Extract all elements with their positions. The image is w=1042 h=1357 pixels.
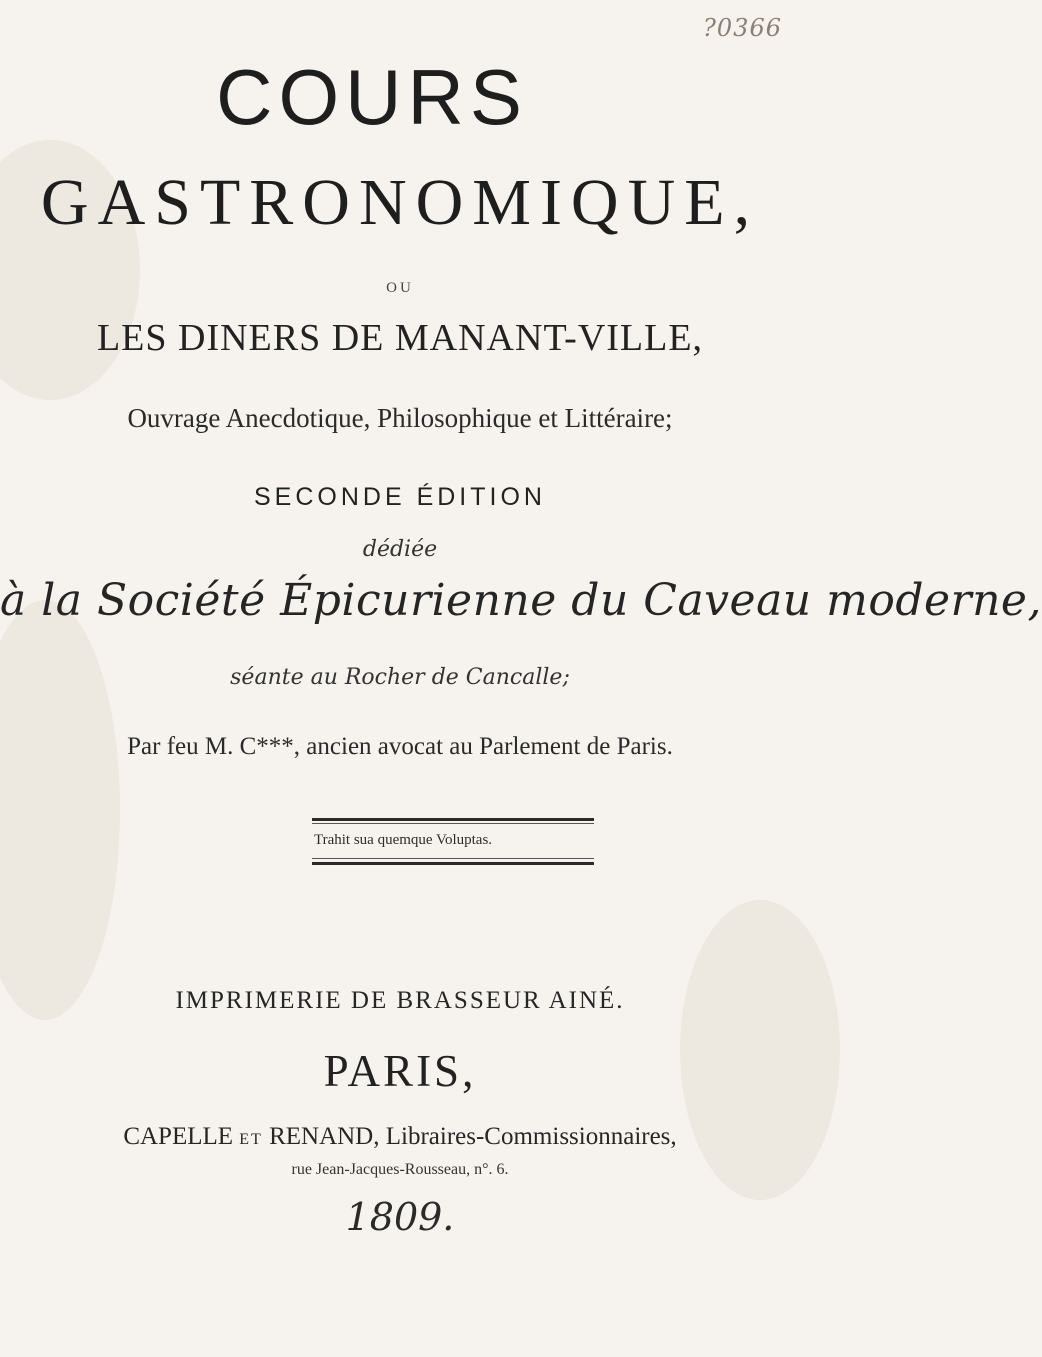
- rule-top-thin: [312, 823, 594, 824]
- dedication-main: à la Société Épicurienne du Caveau moderne,: [0, 575, 1042, 626]
- edition: SECONDE ÉDITION: [254, 483, 546, 511]
- motto: Trahit sua quemque Voluptas.: [313, 832, 493, 848]
- title-second: GASTRONOMIQUE,: [40, 166, 760, 239]
- paper-stain: [0, 600, 120, 1020]
- publisher-name-2: RENAND, Libraires-Commissionnaires,: [269, 1123, 677, 1150]
- description: Ouvrage Anecdotique, Philosophique et Littéraire;: [127, 403, 673, 433]
- subtitle: LES DINERS DE MANANT-VILLE,: [96, 317, 704, 359]
- publisher-name-1: CAPELLE: [123, 1123, 234, 1150]
- shelfmark: ?0366: [703, 14, 782, 42]
- publisher-address: rue Jean-Jacques-Rousseau, n°. 6.: [291, 1161, 509, 1178]
- printer: IMPRIMERIE DE BRASSEUR AINÉ.: [175, 987, 625, 1014]
- city: PARIS,: [323, 1046, 477, 1096]
- publisher-conjunction: ET: [239, 1131, 263, 1148]
- conjunction: OU: [386, 280, 414, 296]
- rule-bottom-thick: [312, 862, 594, 865]
- author-line: Par feu M. C***, ancien avocat au Parlement de Paris.: [127, 733, 673, 760]
- dedication-intro: dédiée: [362, 537, 438, 562]
- rule-bottom-thin: [312, 858, 594, 859]
- year: 1809.: [345, 1195, 455, 1239]
- rule-top-thick: [312, 818, 594, 821]
- publisher: [0, 1123, 800, 1151]
- dedication-location: séante au Rocher de Cancalle;: [230, 665, 570, 690]
- title-main: COURS: [216, 53, 528, 141]
